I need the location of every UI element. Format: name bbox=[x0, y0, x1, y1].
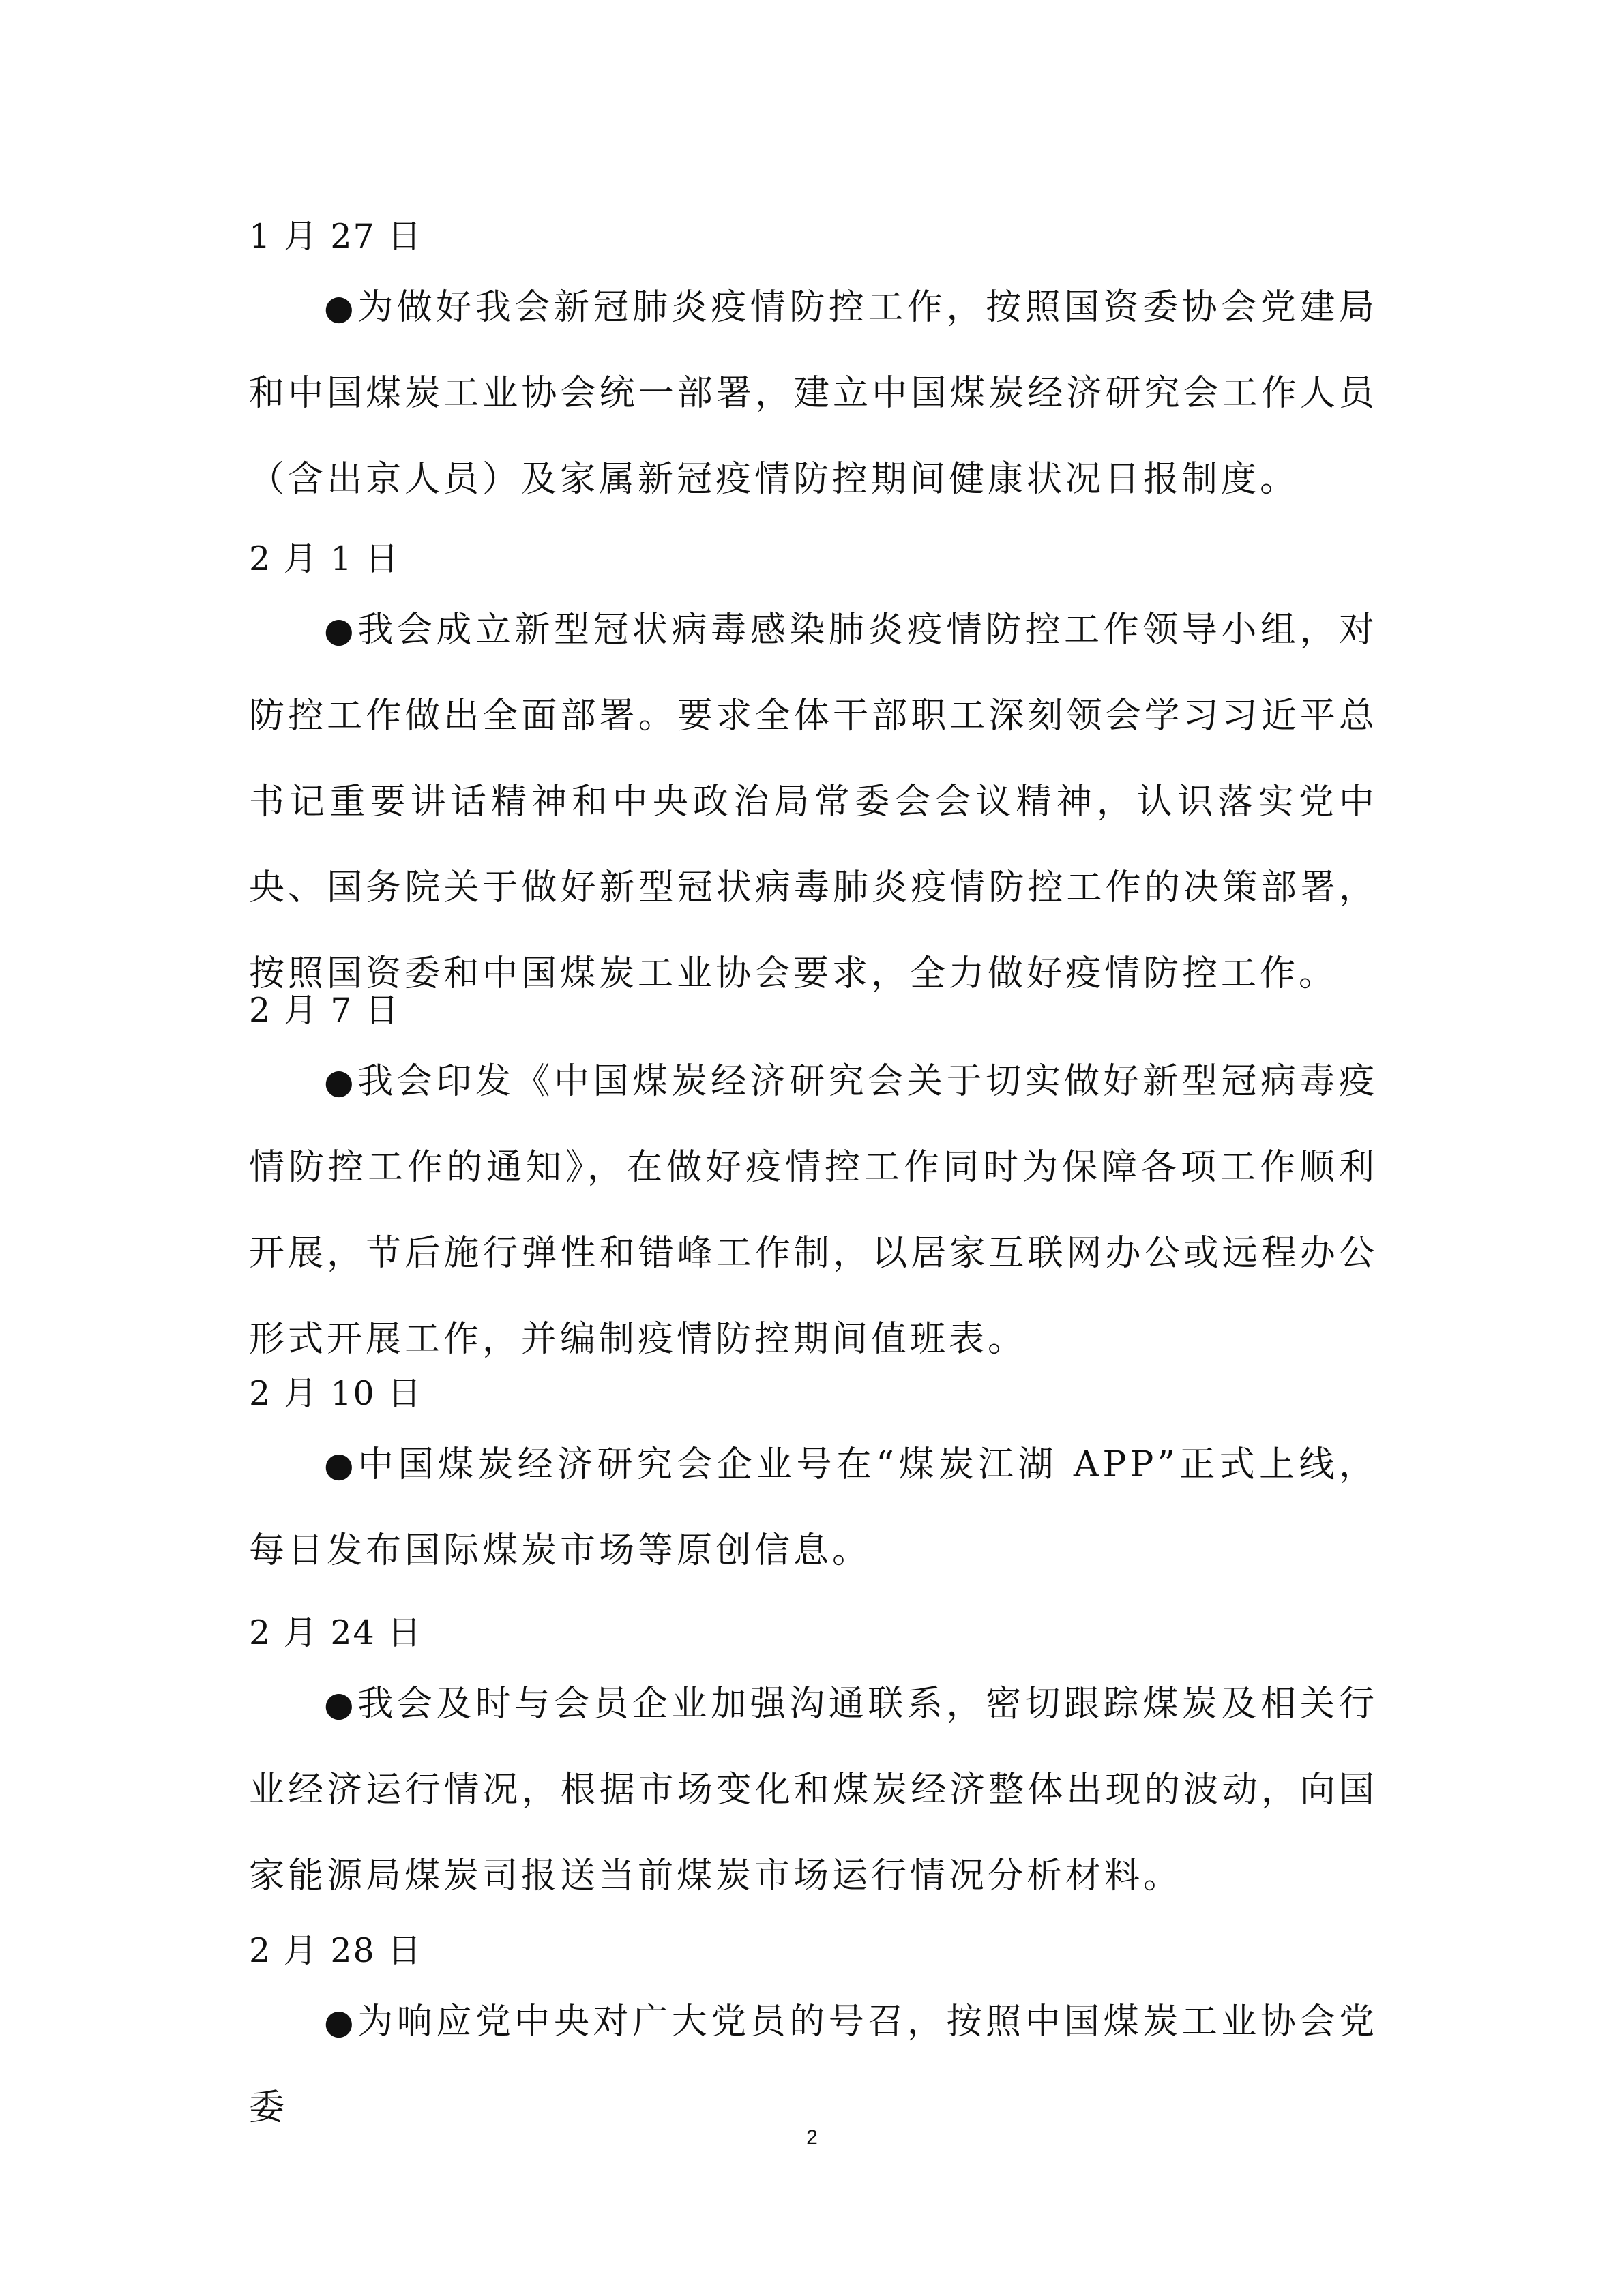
entry-body: 我会及时与会员企业加强沟通联系，密切跟踪煤炭及相关行业经济运行情况，根据市场变化和煤炭经济整体出现的波动，向国家能源局煤炭司报送当前煤炭市场运行情况分析材料。 bbox=[249, 1684, 1378, 1896]
entry-date: 2 月 24 日 bbox=[249, 1613, 423, 1652]
bullet-icon: ● bbox=[324, 1062, 358, 1101]
bullet-icon: ● bbox=[324, 1445, 359, 1485]
entry-text bbox=[249, 1979, 1378, 2151]
entry-body: 中国煤炭经济研究会企业号在“煤炭江湖 APP”正式上线，每日发布国际煤炭市场等原创信息。 bbox=[249, 1444, 1378, 1571]
entry-date: 2 月 10 日 bbox=[249, 1374, 423, 1413]
entry-text bbox=[249, 1422, 1378, 1594]
entry-feb-10 bbox=[249, 1372, 1378, 1594]
entry-feb-24 bbox=[249, 1611, 1378, 1919]
entry-date: 2 月 7 日 bbox=[249, 991, 400, 1030]
entry-date: 2 月 1 日 bbox=[249, 539, 400, 578]
bullet-icon: ● bbox=[324, 288, 358, 327]
entry-date: 2 月 28 日 bbox=[249, 1931, 423, 1970]
entry-date: 1 月 27 日 bbox=[249, 217, 423, 256]
entry-text bbox=[249, 587, 1378, 1017]
entry-text bbox=[249, 1039, 1378, 1382]
entry-feb-1 bbox=[249, 537, 1378, 1017]
entry-text bbox=[249, 265, 1378, 522]
entry-feb-7 bbox=[249, 989, 1378, 1382]
entry-body: 为做好我会新冠肺炎疫情防控工作，按照国资委协会党建局和中国煤炭工业协会统一部署，建立中国煤炭经济研究会工作人员（含出京人员）及家属新冠疫情防控期间健康状况日报制度。 bbox=[249, 287, 1378, 500]
bullet-icon: ● bbox=[324, 610, 358, 650]
entry-text bbox=[249, 1661, 1378, 1919]
bullet-icon: ● bbox=[324, 1684, 358, 1724]
entry-body: 我会印发《中国煤炭经济研究会关于切实做好新型冠病毒疫情防控工作的通知》，在做好疫情控工作同时为保障各项工作顺利开展，节后施行弹性和错峰工作制，以居家互联网办公或远程办公形式开展工作，并编制疫情防控期间值班表。 bbox=[249, 1061, 1378, 1360]
page-number: 2 bbox=[806, 2126, 818, 2149]
entry-body: 我会成立新型冠状病毒感染肺炎疫情防控工作领导小组，对防控工作做出全面部署。要求全体干部职工深刻领会学习习近平总书记重要讲话精神和中央政治局常委会会议精神，认识落实党中央、国务院关于做好新型冠状病毒肺炎疫情防控工作的决策部署，按照国资委和中国煤炭工业协会要求，全力做好疫情防控工作。 bbox=[249, 610, 1378, 994]
entry-feb-28 bbox=[249, 1929, 1378, 2151]
bullet-icon: ● bbox=[324, 2002, 358, 2042]
entry-jan-27 bbox=[249, 215, 1378, 522]
entry-body: 为响应党中央对广大党员的号召，按照中国煤炭工业协会党委 bbox=[249, 2001, 1378, 2128]
